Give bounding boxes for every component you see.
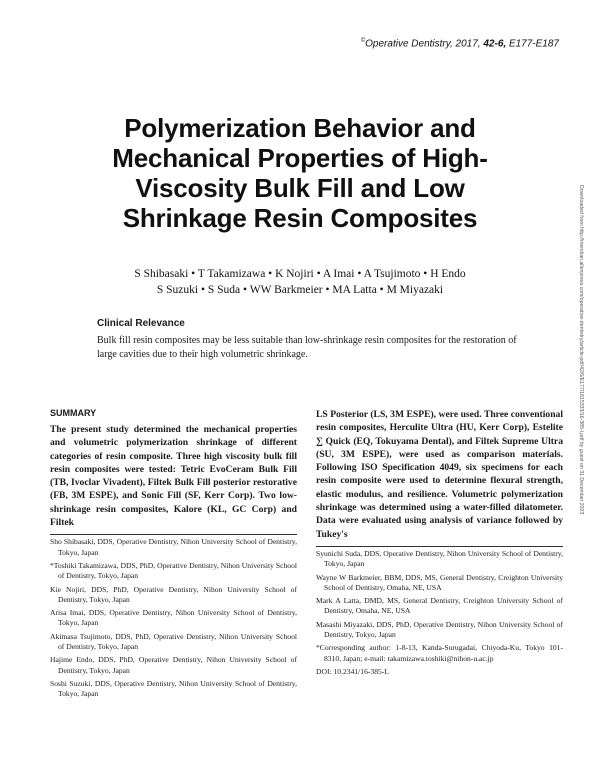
left-column — [50, 408, 297, 703]
citation-journal: Operative Dentistry, 2017, — [365, 38, 481, 50]
affiliation: Hajime Endo, DDS, PhD, Operative Dentistry, Nihon University School of Dentistry, Tokyo, Japan — [50, 655, 297, 675]
affiliation: Sho Shibasaki, DDS, Operative Dentistry, Nihon University School of Dentistry, Tokyo, Japan — [50, 537, 297, 557]
summary-heading: SUMMARY — [50, 408, 97, 418]
author-line: S Shibasaki • T Takamizawa • K Nojiri • A Imai • A Tsujimoto • H Endo — [134, 268, 466, 280]
download-watermark — [574, 185, 592, 765]
download-note-text: Downloaded from http://meridian.allenpress.com/operative-dentistry/article-pdf/42/6/E177/1815333/16-385-l.pdf by guest on 31 December 2023 — [578, 185, 584, 515]
footnote-divider — [316, 546, 563, 547]
footnote-divider — [50, 534, 297, 535]
author-list — [60, 266, 540, 298]
corresponding-author: *Corresponding author: 1-8-13, Kanda-Surugadai, Chiyoda-Ku, Tokyo 101-8310, Japan; e-mail: takamizawa.toshiki@nihon-u.ac.jp — [316, 643, 563, 663]
citation-pages: E177-E187 — [508, 38, 559, 50]
citation-volume: 42-6, — [483, 38, 507, 50]
affiliation: Syunichi Suda, DDS, Operative Dentistry, Nihon University School of Dentistry, Tokyo, Japan — [316, 548, 563, 569]
affiliation: Masashi Miyazaki, DDS, PhD, Operative Dentistry, Nihon University School of Dentistry, Tokyo, Japan — [316, 619, 563, 640]
clinical-relevance-heading: Clinical Relevance — [97, 318, 185, 329]
affiliation: Mark A Latta, DMD, MS, General Dentistry, Creighton University School of Dentistry, Omaha, NE, USA — [316, 596, 563, 616]
author-line: S Suzuki • S Suda • WW Barkmeier • MA Latta • M Miyazaki — [156, 284, 444, 296]
summary-text-left: The present study determined the mechanical properties and volumetric polymerization shrinkage of different categories of resin composite. Three high viscosity bulk fill resin composites were tested: Tetric EvoCeram Bulk Fill (TB, Ivoclar Vivadent), Filtek Bulk Fill posterior restorative (FB, 3M ESPE), and Sonic Fill (SF, Kerr Corp). Two low-shrinkage resin composites, Kalore (KL, GC Corp) and Filtek — [50, 424, 297, 529]
affiliation: Akimasa Tsujimoto, DDS, PhD, Operative Dentistry, Nihon University School of Dentistry, Tokyo, Japan — [50, 631, 297, 652]
affiliation: Soshi Suzuki, DDS, Operative Dentistry, Nihon University School of Dentistry, Tokyo, Japan — [50, 678, 297, 699]
paper-title — [40, 113, 560, 233]
affiliation: Arisa Imai, DDS, Operative Dentistry, Nihon University School of Dentistry, Tokyo, Japan — [50, 608, 297, 628]
affiliation: Wayne W Barkmeier, BBM, DDS, MS, General Dentistry, Creighton University School of Dentistry, Omaha, NE, USA — [316, 572, 563, 592]
title-line: Viscosity Bulk Fill and Low — [135, 173, 465, 203]
copyright-mark: © — [360, 38, 366, 44]
title-line: Polymerization Behavior and — [124, 113, 476, 143]
doi[interactable]: DOI: 10.2341/16-385-L — [316, 666, 389, 676]
journal-citation — [361, 38, 559, 49]
affiliation: *Toshiki Takamizawa, DDS, PhD, Operative Dentistry, Nihon University School of Dentistry, Tokyo, Japan — [50, 560, 297, 581]
title-line: Shrinkage Resin Composites — [122, 203, 478, 233]
summary-text-right: LS Posterior (LS, 3M ESPE), were used. Three conventional resin composites, Herculite Ultra (HU, Kerr Corp), Estelite ∑ Quick (EQ, Tokuyama Dental), and Filtek Supreme Ultra (SU, 3M ESPE), were used as comparison materials. Following ISO Specification 4049, six specimens for each resin composite were used to determine flexural strength, elastic modulus, and resilience. Volumetric polymerization shrinkage was determined using a water-filled dilatometer. Data were evaluated using analysis of variance followed by Tukey's — [316, 409, 563, 540]
clinical-relevance-text: Bulk fill resin composites may be less suitable than low-shrinkage resin composites for the restoration of large cavities due to their high volumetric shrinkage. — [97, 335, 517, 360]
affiliation: Kie Nojiri, DDS, PhD, Operative Dentistry, Nihon University School of Dentistry, Tokyo, Japan — [50, 584, 297, 604]
title-line: Mechanical Properties of High- — [112, 143, 488, 173]
right-column — [316, 408, 563, 680]
